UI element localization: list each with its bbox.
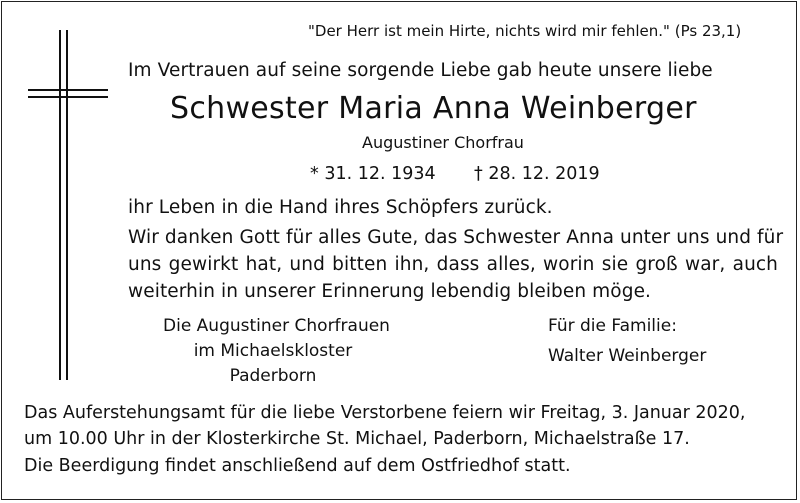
- service-line-3: Die Beerdigung findet anschließend auf dem Ostfriedhof statt.: [24, 456, 571, 476]
- thanks-line-3: weiterhin in unserer Erinnerung lebendig bleiben möge.: [128, 281, 652, 302]
- thanks-line-2: uns gewirkt hat, und bitten ihn, dass alles, worin sie groß war, auch: [128, 254, 778, 275]
- signatory-left-1: Die Augustiner Chorfrauen: [163, 316, 390, 336]
- service-line-2: um 10.00 Uhr in der Klosterkirche St. Michael, Paderborn, Michaelstraße 17.: [24, 429, 690, 449]
- thanks-line-1: Wir danken Gott für alles Gute, das Schwester Anna unter uns und für: [128, 227, 784, 248]
- intro-line: Im Vertrauen auf seine sorgende Liebe gab heute unsere liebe: [128, 60, 713, 81]
- cross-icon: [28, 30, 108, 380]
- service-line-1: Das Auferstehungsamt für die liebe Verstorbene feiern wir Freitag, 3. Januar 2020,: [24, 403, 746, 423]
- signatory-right-1: Für die Familie:: [548, 316, 677, 336]
- after-name-line: ihr Leben in die Hand ihres Schöpfers zurück.: [128, 197, 553, 218]
- signatory-right-2: Walter Weinberger: [548, 346, 707, 366]
- bible-quote: "Der Herr ist mein Hirte, nichts wird mir fehlen." (Ps 23,1): [308, 22, 742, 40]
- deceased-name: Schwester Maria Anna Weinberger: [170, 91, 697, 126]
- death-date: † 28. 12. 2019: [474, 164, 600, 184]
- signatory-left-3: Paderborn: [229, 366, 317, 386]
- birth-date: * 31. 12. 1934: [310, 164, 436, 184]
- religious-order: Augustiner Chorfrau: [362, 133, 524, 152]
- signatory-left-2: im Michaelskloster: [193, 341, 353, 361]
